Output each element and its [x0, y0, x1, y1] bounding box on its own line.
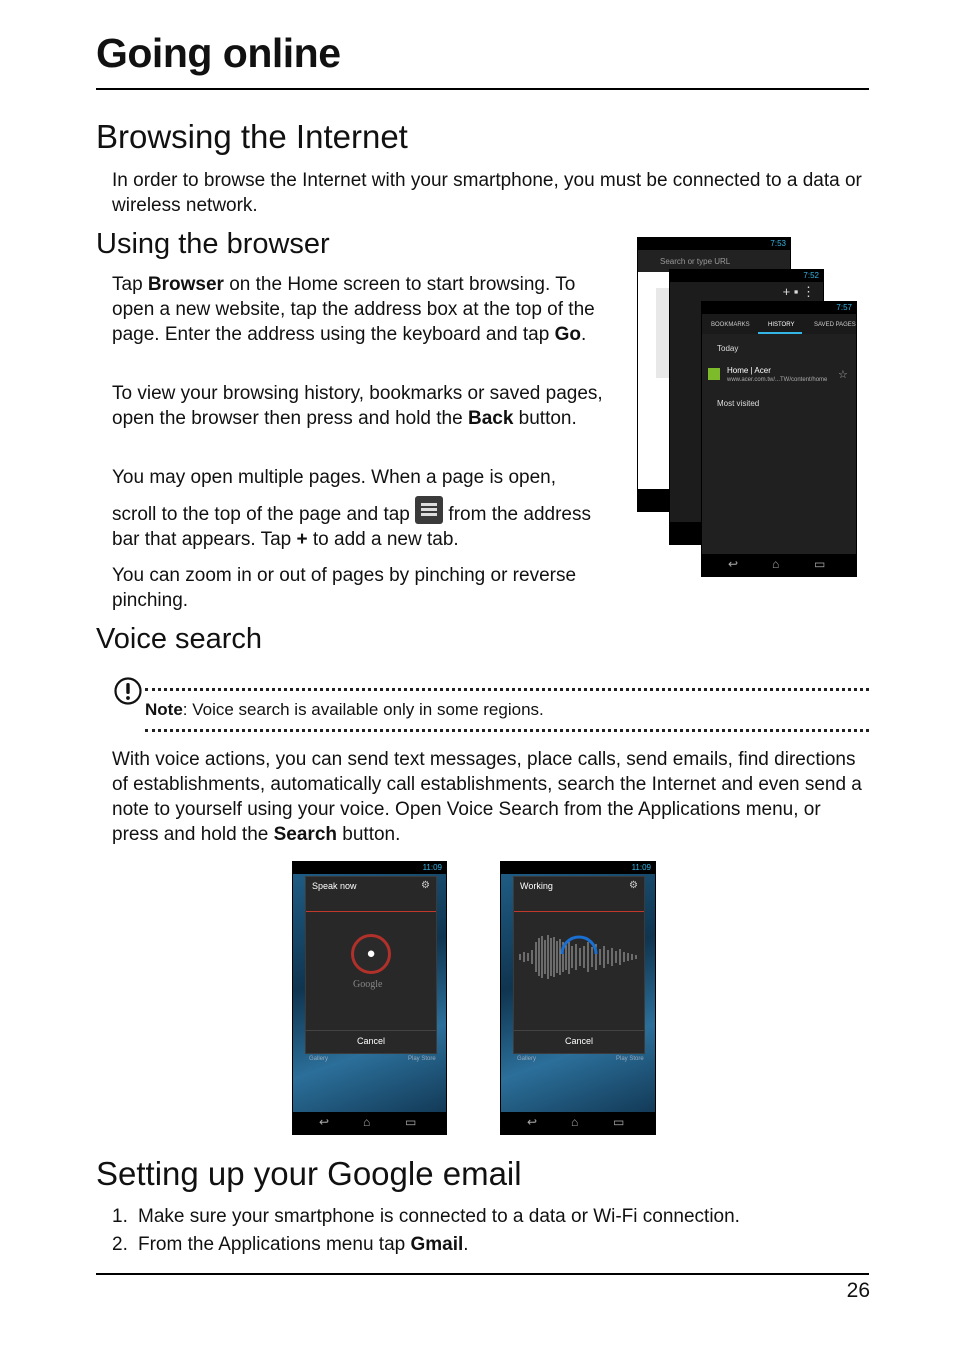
- subheading-voice-search: Voice search: [96, 623, 263, 655]
- voice-screenshot-working: [500, 861, 656, 1135]
- status-time: 11:09: [631, 863, 651, 872]
- page-number: 26: [846, 1279, 870, 1302]
- star-icon: ☆: [838, 369, 848, 381]
- waveform-icon: [514, 932, 644, 982]
- bold-term: Browser: [147, 274, 224, 295]
- text: Tap: [112, 274, 148, 295]
- dialog-title: Working: [520, 881, 553, 891]
- note-label: Note: [145, 700, 183, 719]
- title-rule: [96, 88, 869, 90]
- history-entry-url: www.acer.com.tw/...TW/content/home: [727, 377, 828, 383]
- recents-icon: ▭: [405, 1115, 417, 1129]
- status-time: 7:57: [836, 303, 852, 312]
- home-icon: ⌂: [363, 1115, 371, 1129]
- text: From the Applications menu tap: [138, 1234, 411, 1255]
- text: Make sure your smartphone is connected to a data or Wi-Fi connection.: [138, 1206, 740, 1227]
- tab-bookmarks: BOOKMARKS: [711, 322, 750, 328]
- footer-rule: [96, 1273, 869, 1275]
- nav-bar: [501, 1112, 655, 1134]
- list-item: [112, 1204, 740, 1232]
- back-icon: ↩: [728, 557, 739, 571]
- tab-actions-icons: + ▪ ⋮: [782, 284, 815, 299]
- gmail-steps: [112, 1204, 740, 1260]
- voice-dialog: [513, 876, 645, 1054]
- history-entry-title: Home | Acer: [727, 366, 771, 375]
- home-icon: ⌂: [772, 557, 780, 571]
- note-text: [145, 700, 544, 720]
- app-label-play-store: Play Store: [408, 1056, 436, 1062]
- note-divider-top: [145, 688, 869, 691]
- text: : Voice search is available only in some regions.: [182, 700, 544, 719]
- bold-term: Back: [467, 408, 514, 429]
- step-number: 2.: [112, 1234, 128, 1255]
- settings-icon: ⚙: [421, 880, 430, 891]
- google-logo: Google: [353, 979, 383, 990]
- status-time: 7:52: [803, 271, 819, 280]
- browser-screenshot-front: [701, 301, 857, 577]
- section-heading-gmail: Setting up your Google email: [96, 1155, 522, 1192]
- app-label-gallery: Gallery: [517, 1056, 537, 1062]
- section-heading-browsing: Browsing the Internet: [96, 118, 408, 155]
- settings-icon: ⚙: [629, 880, 638, 891]
- bold-term: Search: [273, 824, 337, 845]
- step-number: 1.: [112, 1206, 128, 1227]
- page-title: Going online: [96, 30, 341, 76]
- recents-icon: ▭: [814, 557, 826, 571]
- status-time: 11:09: [422, 863, 442, 872]
- nav-bar: [702, 554, 856, 576]
- list-item: [112, 1232, 740, 1260]
- browser-paragraph-1: [112, 272, 622, 347]
- note-divider-bottom: [145, 729, 869, 732]
- text: .: [580, 324, 587, 345]
- bold-term: Gmail: [410, 1234, 464, 1255]
- status-time: 7:53: [770, 239, 786, 248]
- tab-history: HISTORY: [768, 322, 795, 328]
- voice-paragraph: [112, 747, 872, 847]
- text: scroll to the top of the page and tap: [112, 504, 416, 525]
- text: to add a new tab.: [307, 529, 459, 550]
- app-label-play-store: Play Store: [616, 1056, 644, 1062]
- text: from the address bar that appears. Tap: [112, 504, 591, 550]
- recents-icon: ▭: [613, 1115, 625, 1129]
- browsing-intro: In order to browse the Internet with your smartphone, you must be connected to a data or wireless network.: [112, 170, 862, 216]
- text: button.: [337, 824, 401, 845]
- history-most-visited: Most visited: [717, 399, 760, 408]
- dialog-title: Speak now: [312, 881, 357, 891]
- cancel-button[interactable]: Cancel: [514, 1030, 644, 1053]
- voice-dialog: [305, 876, 437, 1054]
- url-bar: Search or type URL: [660, 257, 731, 266]
- note-icon: [113, 676, 143, 706]
- browser-paragraph-4: You can zoom in or out of pages by pinching or reverse pinching.: [112, 565, 577, 611]
- nav-bar: [293, 1112, 446, 1134]
- browser-paragraph-3: You may open multiple pages. When a page is open,: [112, 467, 556, 488]
- tab-saved-pages: SAVED PAGES: [814, 322, 856, 328]
- back-icon: ↩: [527, 1115, 538, 1129]
- voice-screenshot-speak: [292, 861, 447, 1135]
- subheading-using-browser: Using the browser: [96, 228, 330, 260]
- bold-term: Go: [554, 324, 581, 345]
- text: button.: [513, 408, 577, 429]
- back-icon: ↩: [319, 1115, 330, 1129]
- plus-symbol: +: [296, 529, 308, 550]
- app-label-gallery: Gallery: [309, 1056, 329, 1062]
- text: .: [463, 1234, 469, 1255]
- text: To view your browsing history, bookmarks or saved pages, open the browser then press and hold the: [112, 383, 603, 429]
- tabs-icon: [415, 496, 443, 524]
- mic-icon: ●: [351, 934, 391, 974]
- text: on the Home screen to start browsing. To open a new website, tap the address box at the top of the page. Enter the address using the keyboard and tap: [112, 274, 595, 345]
- browser-paragraph-3b: [112, 496, 622, 552]
- cancel-button[interactable]: Cancel: [306, 1030, 436, 1053]
- browser-paragraph-2: [112, 381, 622, 431]
- history-today: Today: [717, 344, 739, 353]
- text: With voice actions, you can send text messages, place calls, send emails, find directions of establishments, automatically call establishments, search the Internet and even send a note to yourself using your voice. Open Voice Search from the Applications menu, or press and hold the: [112, 749, 862, 845]
- home-icon: ⌂: [571, 1115, 579, 1129]
